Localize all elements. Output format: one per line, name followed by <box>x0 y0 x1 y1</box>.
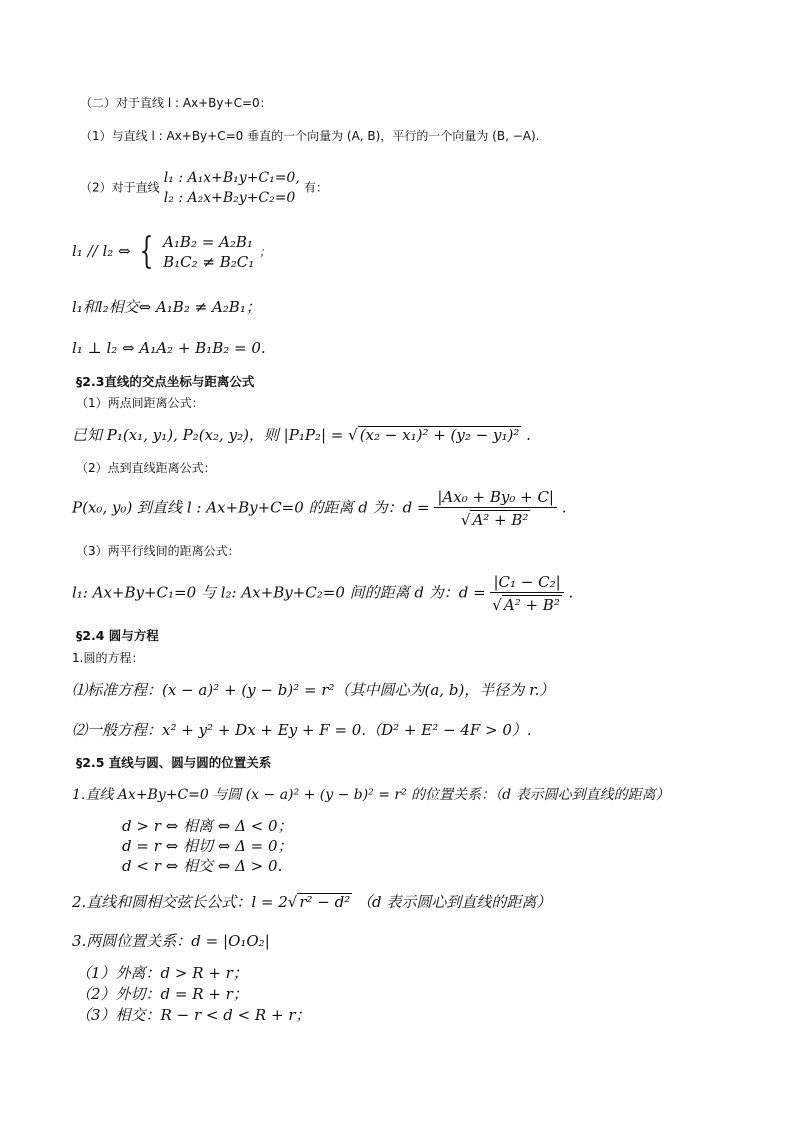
line-dual-intro: （二）对于直线 l : Ax+By+C=0： <box>80 96 272 110</box>
left-brace-icon: { <box>139 231 154 272</box>
section-heading-2-5: §2.5 直线与圆、圆与圆的位置关系 <box>76 755 272 770</box>
circle-standard-equation: ⑴标准方程：(x − a)² + (y − b)² = r²（其中圆心为(a, b)，半径为 r.） <box>72 681 555 699</box>
section-heading-2-4: §2.4 圆与方程 <box>76 628 159 643</box>
circle-equation-title: 1.圆的方程： <box>72 651 144 665</box>
parallel-lines-distance-formula <box>72 573 573 614</box>
point-line-suffix: . <box>561 498 567 517</box>
sqrt-icon: √ <box>348 426 358 444</box>
section-heading-2-3: §2.3直线的交点坐标与距离公式 <box>76 374 255 389</box>
point-line-distance-title: （2）点到直线距离公式： <box>76 461 216 475</box>
parallel-conditions <box>163 232 254 272</box>
line-perpendicular-condition: l₁ ⊥ l₂ ⇔ A₁A₂ + B₁B₂ = 0. <box>72 339 266 357</box>
two-points-prefix: 已知 P₁(x₁, y₁), P₂(x₂, y₂)，则 |P₁P₂| = <box>72 426 344 444</box>
distance-two-points-title: （1）两点间距离公式： <box>76 396 204 410</box>
parallel-lhs: l₁ // l₂ ⇔ <box>72 242 131 260</box>
point-line-numerator: |Ax₀ + By₀ + C| <box>434 488 557 508</box>
point-line-distance-formula <box>72 488 567 529</box>
line-l1-equation: l₁ : A₁x+B₁y+C₁=0, <box>163 170 300 186</box>
line-two-lines-def <box>80 168 328 208</box>
sqrt-icon: √ <box>287 893 298 911</box>
two-lines-suffix: 有： <box>303 180 328 195</box>
line-parallel-condition <box>72 232 271 272</box>
line-l2-equation: l₂ : A₂x+B₂y+C₂=0 <box>163 190 296 206</box>
circles-external-tangent: （2）外切：d = R + r； <box>76 985 248 1003</box>
parallel-distance-suffix: . <box>568 583 574 602</box>
parallel-distance-denominator: √ A² + B² <box>492 596 560 614</box>
case-separate: d > r ⇔ 相离 ⇔ Δ < 0； <box>122 817 293 835</box>
circles-intersect: （3）相交：R − r < d < R + r； <box>76 1006 311 1024</box>
line-intersect-condition: l₁和l₂相交⇔ A₁B₂ ≠ A₂B₁； <box>72 298 261 316</box>
line-circle-relation: 1.直线 Ax+By+C=0 与圆 (x − a)² + (y − b)² = r² 的位置关系：（d 表示圆心到直线的距离） <box>72 787 670 803</box>
point-line-fraction <box>434 488 557 529</box>
parallel-lines-distance-title: （3）两平行线间的距离公式： <box>76 544 240 558</box>
chord-prefix: 2.直线和圆相交弦长公式：l = 2 <box>72 893 288 911</box>
parallel-distance-prefix: l₁: Ax+By+C₁=0 与 l₂: Ax+By+C₂=0 间的距离 d 为：d = <box>72 583 486 602</box>
distance-two-points-formula <box>72 426 531 443</box>
parallel-cond-2: B₁C₂ ≠ B₂C₁ <box>163 253 255 271</box>
chord-length-formula <box>72 893 551 910</box>
parallel-suffix: ； <box>259 245 272 259</box>
point-line-prefix: P(x₀, y₀) 到直线 l : Ax+By+C=0 的距离 d 为：d = <box>72 498 430 517</box>
sqrt-icon: √ <box>460 511 471 529</box>
two-circles-relation-title: 3.两圆位置关系：d = |O₁O₂| <box>72 932 270 950</box>
case-tangent: d = r ⇔ 相切 ⇔ Δ = 0； <box>122 837 293 855</box>
parallel-distance-fraction <box>490 573 563 614</box>
case-intersect: d < r ⇔ 相交 ⇔ Δ > 0. <box>122 857 283 875</box>
circles-external-separate: （1）外离：d > R + r； <box>76 964 248 982</box>
two-points-suffix: . <box>526 426 531 444</box>
two-lines-prefix: （2）对于直线 <box>80 180 160 195</box>
parallel-distance-numerator: |C₁ − C₂| <box>490 573 563 593</box>
parallel-cond-1: A₁B₂ = A₂B₁ <box>163 233 253 251</box>
circle-general-equation: ⑵一般方程：x² + y² + Dx + Ey + F = 0.（D² + E² − 4F > 0）. <box>72 721 532 739</box>
two-points-radicand: (x₂ − x₁)² + (y₂ − y₁)² <box>359 426 520 444</box>
point-line-denominator: √ A² + B² <box>460 511 529 529</box>
chord-radicand: r² − d² <box>299 893 351 911</box>
chord-suffix: （d 表示圆心到直线的距离） <box>357 893 552 911</box>
sqrt-icon: √ <box>492 596 502 614</box>
two-lines-stack <box>164 168 300 208</box>
line-normal-vector: （1）与直线 l : Ax+By+C=0 垂直的一个向量为 (A, B)，平行的一个向量为 (B, −A). <box>80 129 540 143</box>
